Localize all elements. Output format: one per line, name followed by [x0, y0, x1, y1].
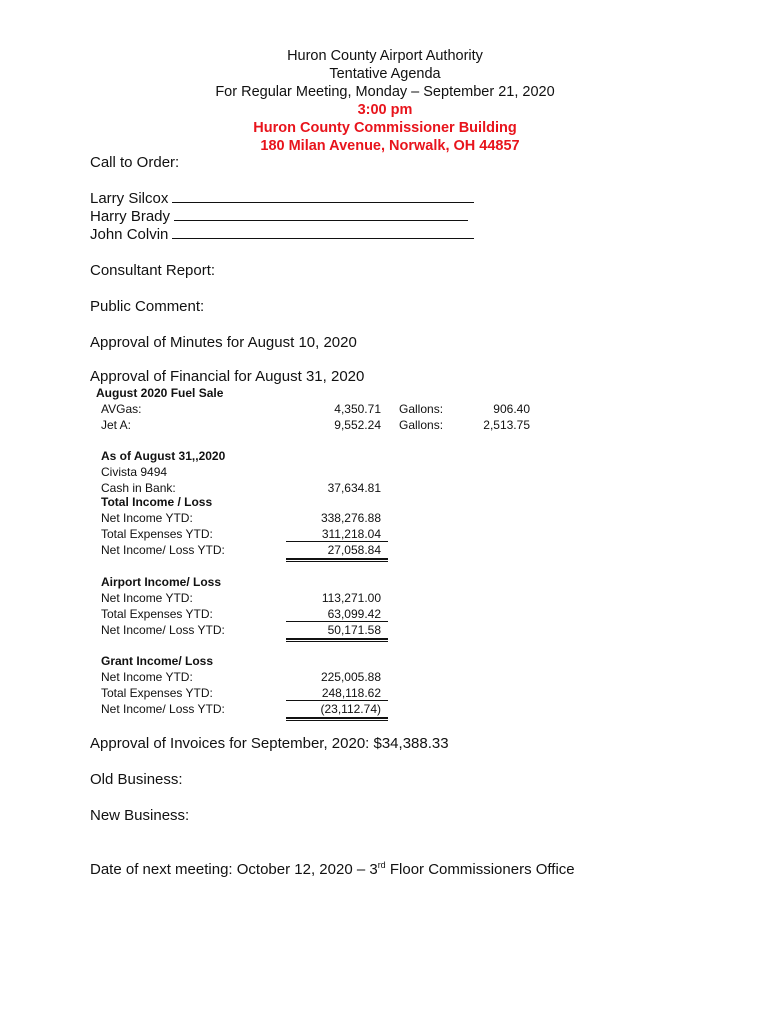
grant-label: Net Income/ Loss YTD: — [101, 702, 225, 716]
organization-title: Huron County Airport Authority — [287, 48, 483, 64]
attendee-name: John Colvin — [90, 226, 169, 243]
total-rule — [286, 558, 388, 560]
fuel-amount: 4,350.71 — [334, 402, 381, 416]
airport-value: 113,271.00 — [321, 591, 381, 605]
airport-label: Net Income YTD: — [101, 591, 193, 605]
bank-name: Civista 9494 — [101, 465, 168, 479]
public-comment: Public Comment: — [90, 298, 205, 315]
as-of-title: As of August 31,,2020 — [101, 449, 226, 463]
meeting-time: 3:00 pm — [357, 102, 413, 118]
fuel-label: Jet A: — [101, 418, 132, 432]
airport-title: Airport Income/ Loss — [101, 575, 222, 589]
airport-value: 63,099.42 — [327, 607, 381, 621]
fuel-quantity: 906.40 — [493, 402, 530, 416]
next-meeting-place: Floor Commissioners Office — [385, 861, 575, 878]
attendee-name: Harry Brady — [90, 208, 171, 225]
document-type: Tentative Agenda — [329, 66, 441, 82]
attendee-line — [90, 208, 468, 225]
airport-label: Total Expenses YTD: — [101, 607, 213, 621]
total-value: 338,276.88 — [320, 511, 381, 525]
signature-line — [172, 226, 474, 239]
cash-label: Cash in Bank: — [101, 481, 176, 495]
fuel-unit: Gallons: — [399, 418, 444, 432]
fuel-unit: Gallons: — [399, 402, 444, 416]
old-business: Old Business: — [90, 771, 183, 788]
airport-label: Net Income/ Loss YTD: — [101, 623, 225, 637]
airport-value: 50,171.58 — [327, 623, 381, 637]
new-business: New Business: — [90, 807, 190, 824]
signature-line — [172, 190, 474, 203]
approval-minutes: Approval of Minutes for August 10, 2020 — [90, 334, 357, 351]
next-meeting-date: Date of next meeting: October 12, 2020 – 3 — [90, 861, 378, 878]
grant-label: Total Expenses YTD: — [101, 686, 213, 700]
subtotal-rule — [286, 621, 388, 622]
total-rule — [286, 638, 388, 640]
signature-line — [174, 208, 468, 221]
meeting-address: 180 Milan Avenue, Norwalk, OH 44857 — [260, 138, 520, 154]
next-meeting — [90, 860, 575, 878]
attendee-name: Larry Silcox — [90, 190, 169, 207]
attendee-line — [90, 226, 474, 243]
total-rule — [286, 561, 388, 562]
fuel-label: AVGas: — [101, 402, 142, 416]
total-value: 27,058.84 — [327, 543, 381, 557]
attendee-line — [90, 190, 474, 207]
approval-financial: Approval of Financial for August 31, 2020 — [90, 368, 365, 385]
grant-value: 248,118.62 — [321, 686, 381, 700]
grant-value: (23,112.74) — [320, 702, 381, 716]
approval-invoices: Approval of Invoices for September, 2020: $34,388.33 — [90, 735, 449, 752]
call-to-order: Call to Order: — [90, 154, 180, 171]
total-title: Total Income / Loss — [101, 495, 213, 509]
total-label: Net Income YTD: — [101, 511, 193, 525]
grant-title: Grant Income/ Loss — [101, 654, 214, 668]
total-rule — [286, 641, 388, 642]
subtotal-rule — [286, 541, 388, 542]
total-rule — [286, 717, 388, 719]
cash-value: 37,634.81 — [327, 481, 381, 495]
fuel-sale-title: August 2020 Fuel Sale — [96, 386, 224, 400]
consultant-report: Consultant Report: — [90, 262, 216, 279]
grant-value: 225,005.88 — [320, 670, 381, 684]
subtotal-rule — [286, 700, 388, 701]
total-value: 311,218.04 — [321, 527, 381, 541]
meeting-line: For Regular Meeting, Monday – September 21, 2020 — [215, 84, 555, 100]
total-label: Total Expenses YTD: — [101, 527, 213, 541]
total-rule — [286, 720, 388, 721]
meeting-location: Huron County Commissioner Building — [253, 120, 517, 136]
fuel-quantity: 2,513.75 — [483, 418, 530, 432]
grant-label: Net Income YTD: — [101, 670, 193, 684]
total-label: Net Income/ Loss YTD: — [101, 543, 225, 557]
fuel-amount: 9,552.24 — [334, 418, 381, 432]
ordinal-suffix: rd — [377, 860, 386, 870]
